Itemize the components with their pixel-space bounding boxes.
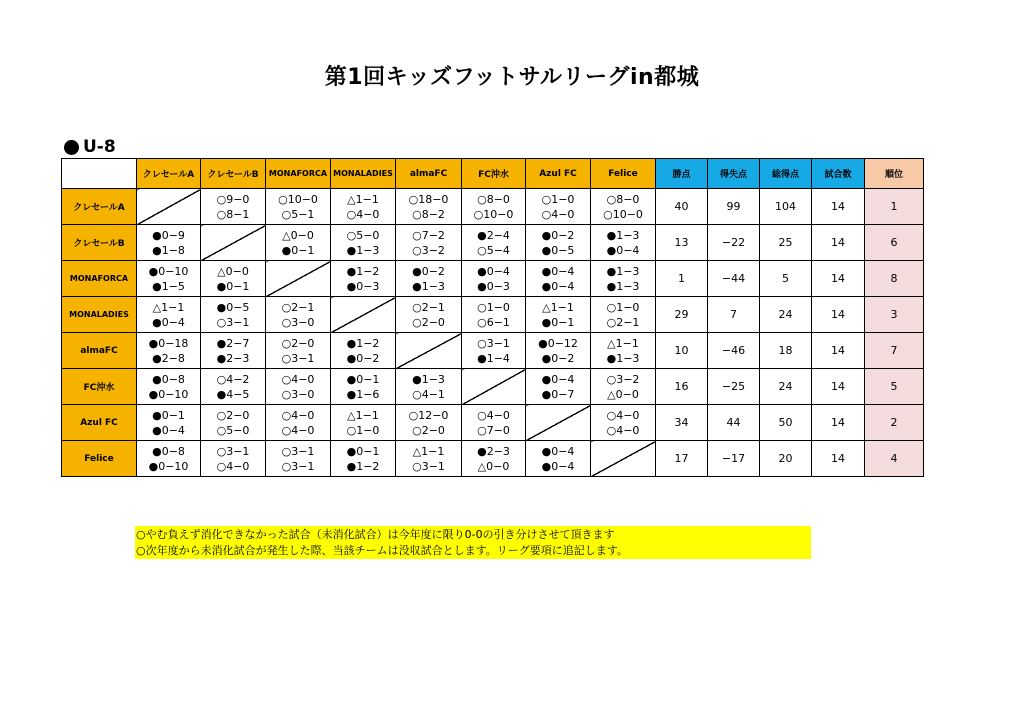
points-cell: 29 [656,297,708,333]
result-cell [266,405,331,441]
row-header-team: MONAFORCA [62,261,137,297]
match-result: ○7−0 [477,423,510,437]
row-header-team: almaFC [62,333,137,369]
match-result: △1−1 [347,192,379,206]
result-cell [526,297,591,333]
match-result: ●0−12 [538,336,578,350]
match-result: ●0−18 [148,336,189,350]
row-header-team: Felice [62,441,137,477]
match-result: ○9−0 [216,192,250,206]
result-cell [462,189,526,225]
column-header-points: 勝点 [656,159,708,189]
match-result: ●0−4 [541,279,575,293]
result-cell [137,297,201,333]
match-result: ●2−4 [477,228,510,242]
result-cell [137,441,201,477]
result-cell [462,405,526,441]
table-row [62,333,924,369]
match-result: ●0−4 [541,264,575,278]
match-result: ●1−3 [606,279,640,293]
goals-cell: 18 [760,333,812,369]
points-cell: 1 [656,261,708,297]
column-header-team: MONALADIES [331,159,396,189]
match-result: ○3−0 [281,315,315,329]
column-header-goal-diff: 得失点 [708,159,760,189]
match-result: ○8−0 [606,192,640,206]
match-result: ●0−7 [541,387,575,401]
points-cell: 13 [656,225,708,261]
match-result: ●0−1 [152,408,185,422]
result-cell [526,225,591,261]
result-cell [396,405,462,441]
match-result: ○10−0 [473,207,514,221]
result-cell [266,225,331,261]
match-result: ○2−0 [412,423,445,437]
result-cell [137,333,201,369]
result-cell [331,261,396,297]
match-result: ○4−0 [541,207,575,221]
result-cell [331,225,396,261]
match-result: ○3−1 [477,336,510,350]
points-cell: 16 [656,369,708,405]
match-result: ●1−3 [606,264,640,278]
match-result: ●1−3 [606,351,640,365]
match-result: ○1−0 [346,423,380,437]
match-result: ●0−2 [412,264,445,278]
result-cell [266,297,331,333]
match-result: ●0−1 [346,444,380,458]
result-cell [201,369,266,405]
result-cell [201,261,266,297]
column-header-team: Felice [591,159,656,189]
section-label: U-8 [83,137,116,157]
goals-cell: 5 [760,261,812,297]
result-cell [462,225,526,261]
column-header-team: クレセールB [201,159,266,189]
match-result: ○4−0 [281,408,315,422]
match-result: ●2−8 [152,351,185,365]
table-row [62,441,924,477]
result-cell [591,225,656,261]
games-cell: 14 [812,441,865,477]
goal-diff-cell: 44 [708,405,760,441]
match-result: ●1−2 [346,264,380,278]
match-result: ●2−7 [216,336,250,350]
result-cell [591,369,656,405]
result-cell [462,333,526,369]
goal-diff-cell: −22 [708,225,760,261]
match-result: ○4−0 [281,372,315,386]
match-result: ○10−0 [278,192,318,206]
match-result: ○3−1 [281,444,315,458]
match-result: ●0−3 [477,279,510,293]
result-cell [137,261,201,297]
match-result: ○2−1 [281,300,315,314]
match-result: ○4−0 [477,408,510,422]
result-cell [331,369,396,405]
match-result: ●0−4 [152,423,185,437]
rank-cell: 3 [865,297,924,333]
match-result: ○3−1 [281,351,315,365]
goal-diff-cell: −44 [708,261,760,297]
match-result: ●0−1 [216,279,250,293]
match-result: ●0−8 [152,444,185,458]
goals-cell: 104 [760,189,812,225]
table-row [62,261,924,297]
diagonal-cell [266,261,331,297]
match-result: ●0−1 [541,315,575,329]
match-result: ○5−4 [477,243,510,257]
result-cell [591,297,656,333]
match-result: ●0−4 [541,372,575,386]
match-result: ●2−3 [216,351,250,365]
goals-cell: 24 [760,369,812,405]
result-cell [266,441,331,477]
result-cell [201,441,266,477]
result-cell [396,225,462,261]
result-cell [137,225,201,261]
result-cell [591,189,656,225]
match-result: ○4−0 [346,207,380,221]
result-cell [526,369,591,405]
result-cell [201,297,266,333]
section-heading [64,137,116,157]
result-cell [331,189,396,225]
match-result: ●0−4 [541,459,575,473]
match-result: ●0−9 [152,228,185,242]
match-result: ●1−5 [152,279,185,293]
match-result: △0−0 [217,264,249,278]
diagonal-cell [396,333,462,369]
match-result: ○3−2 [606,372,640,386]
result-cell [266,369,331,405]
match-result: ○3−1 [216,444,250,458]
match-result: ○18−0 [408,192,449,206]
table-row [62,297,924,333]
games-cell: 14 [812,225,865,261]
games-cell: 14 [812,405,865,441]
table-row [62,189,924,225]
goals-cell: 24 [760,297,812,333]
points-cell: 17 [656,441,708,477]
note-line: ○次年度から未消化試合が発生した際、当該チームは没収試合とします。リーグ要項に追記します。 [136,544,628,557]
row-header-team: クレセールB [62,225,137,261]
match-result: △1−1 [412,444,445,458]
points-cell: 40 [656,189,708,225]
match-result: ●0−5 [541,243,575,257]
match-result: ○4−0 [216,459,250,473]
match-result: ●0−2 [541,228,575,242]
match-result: ●0−1 [346,372,380,386]
match-result: ●0−10 [148,387,189,401]
result-cell [331,333,396,369]
result-cell [137,369,201,405]
table-row [62,405,924,441]
match-result: ○6−1 [477,315,510,329]
match-result: ○4−2 [216,372,250,386]
league-table [61,158,924,477]
result-cell [266,333,331,369]
rank-cell: 2 [865,405,924,441]
result-cell [201,333,266,369]
result-cell [591,405,656,441]
match-result: △1−1 [347,408,379,422]
match-result: ○3−1 [412,459,445,473]
match-result: ●1−3 [412,279,445,293]
points-cell: 10 [656,333,708,369]
corner-cell [62,159,137,189]
result-cell [526,441,591,477]
goals-cell: 50 [760,405,812,441]
column-header-goals: 総得点 [760,159,812,189]
bullet-dot-icon [64,140,79,155]
match-result: ○2−0 [281,336,315,350]
column-header-team: FC沖水 [462,159,526,189]
result-cell [396,261,462,297]
result-cell [591,333,656,369]
table-header-row [62,159,924,189]
row-header-team: Azul FC [62,405,137,441]
result-cell [526,189,591,225]
match-result: ○1−0 [477,300,510,314]
goals-cell: 25 [760,225,812,261]
match-result: ○3−1 [216,315,250,329]
result-cell [396,189,462,225]
match-result: ○5−0 [346,228,380,242]
diagonal-cell [526,405,591,441]
column-header-team: almaFC [396,159,462,189]
games-cell: 14 [812,369,865,405]
result-cell [462,297,526,333]
result-cell [331,441,396,477]
column-header-rank: 順位 [865,159,924,189]
match-result: ●0−4 [541,444,575,458]
match-result: ○4−0 [606,408,640,422]
column-header-team: クレセールA [137,159,201,189]
match-result: ○3−2 [412,243,445,257]
match-result: ●1−4 [477,351,510,365]
note-line: ○やむ負えず消化できなかった試合（未消化試合）は今年度に限り0-0の引き分けさせて頂きます [136,528,615,541]
match-result: △0−0 [282,228,314,242]
match-result: ●1−2 [346,336,380,350]
result-cell [462,441,526,477]
result-cell [396,297,462,333]
match-result: ●0−10 [148,264,189,278]
table-row [62,225,924,261]
result-cell [591,261,656,297]
row-header-team: MONALADIES [62,297,137,333]
result-cell [201,189,266,225]
diagonal-cell [137,189,201,225]
row-header-team: クレセールA [62,189,137,225]
result-cell [396,441,462,477]
column-header-team: MONAFORCA [266,159,331,189]
match-result: ○12−0 [408,408,449,422]
rank-cell: 4 [865,441,924,477]
match-result: ●0−5 [216,300,250,314]
rank-cell: 6 [865,225,924,261]
match-result: ○2−1 [606,315,640,329]
goal-diff-cell: −25 [708,369,760,405]
match-result: ●0−10 [148,459,189,473]
match-result: ○1−0 [541,192,575,206]
match-result: ○10−0 [603,207,643,221]
diagonal-cell [591,441,656,477]
rank-cell: 8 [865,261,924,297]
match-result: ●0−4 [477,264,510,278]
row-header-team: FC沖水 [62,369,137,405]
diagonal-cell [331,297,396,333]
match-result: ●0−2 [541,351,575,365]
match-result: ●0−4 [152,315,185,329]
points-cell: 34 [656,405,708,441]
match-result: ●0−4 [606,243,640,257]
match-result: ●0−2 [346,351,380,365]
match-result: ●1−3 [412,372,445,386]
goal-diff-cell: −46 [708,333,760,369]
result-cell [526,261,591,297]
page-title: 第1回キッズフットサルリーグin都城 [324,65,700,90]
result-cell [201,405,266,441]
rank-cell: 5 [865,369,924,405]
match-result: ●4−5 [216,387,250,401]
match-result: ○5−0 [216,423,250,437]
match-result: △0−0 [607,387,639,401]
match-result: ●1−3 [606,228,640,242]
match-result: ○4−0 [606,423,640,437]
match-result: ○2−0 [216,408,250,422]
match-result: ●1−8 [152,243,185,257]
match-result: ○3−0 [281,387,315,401]
diagonal-cell [201,225,266,261]
rank-cell: 7 [865,333,924,369]
diagonal-cell [462,369,526,405]
games-cell: 14 [812,333,865,369]
goals-cell: 20 [760,441,812,477]
match-result: ○4−1 [412,387,445,401]
match-result: ●0−3 [346,279,380,293]
match-result: ○8−2 [412,207,445,221]
match-result: ○8−1 [216,207,250,221]
match-result: △1−1 [542,300,574,314]
goal-diff-cell: 99 [708,189,760,225]
result-cell [331,405,396,441]
match-result: ●1−3 [346,243,380,257]
rank-cell: 1 [865,189,924,225]
match-result: ●1−2 [346,459,380,473]
table-row [62,369,924,405]
match-result: △1−1 [152,300,185,314]
result-cell [137,405,201,441]
match-result: △1−1 [607,336,639,350]
match-result: ○7−2 [412,228,445,242]
match-result: ○1−0 [606,300,640,314]
match-result: △0−0 [477,459,510,473]
goal-diff-cell: −17 [708,441,760,477]
result-cell [462,261,526,297]
notes-box [135,526,811,559]
games-cell: 14 [812,261,865,297]
match-result: ●2−3 [477,444,510,458]
games-cell: 14 [812,189,865,225]
result-cell [266,189,331,225]
match-result: ●1−6 [346,387,380,401]
column-header-team: Azul FC [526,159,591,189]
match-result: ○4−0 [281,423,315,437]
match-result: ○5−1 [281,207,315,221]
match-result: ○2−1 [412,300,445,314]
match-result: ○8−0 [477,192,510,206]
match-result: ●0−8 [152,372,185,386]
match-result: ○3−1 [281,459,315,473]
result-cell [526,333,591,369]
games-cell: 14 [812,297,865,333]
result-cell [396,369,462,405]
column-header-games: 試合数 [812,159,865,189]
match-result: ○2−0 [412,315,445,329]
goal-diff-cell: 7 [708,297,760,333]
match-result: ●0−1 [281,243,315,257]
